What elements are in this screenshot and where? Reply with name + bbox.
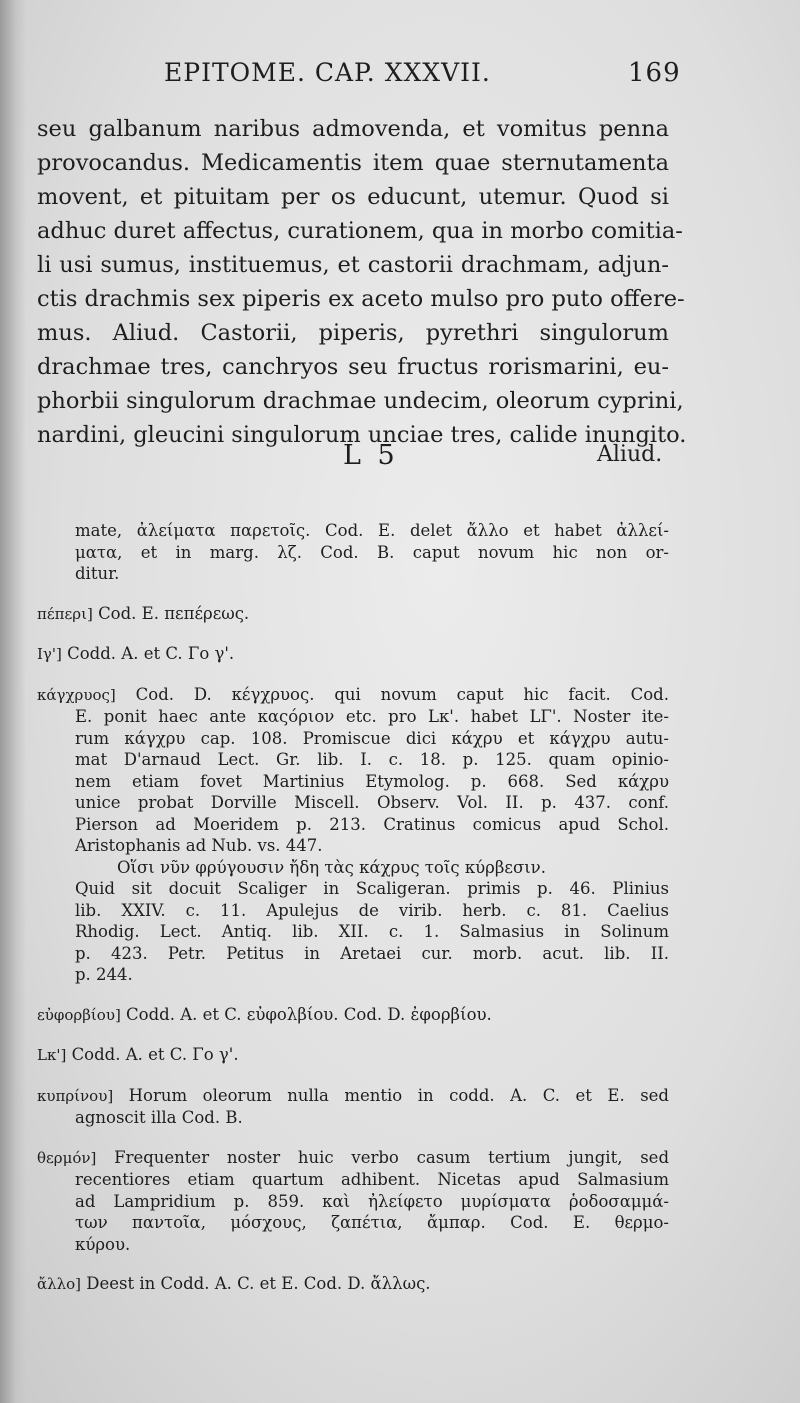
note-lemma: Iγ'] bbox=[37, 645, 62, 663]
note-line: E. ponit haec ante καςόριον etc. pro Lκ'. habet LΓ'. Noster ite- bbox=[75, 707, 669, 726]
note-line: Pierson ad Moeridem p. 213. Cratinus comicus apud Schol. bbox=[75, 814, 669, 834]
note-line: Quid sit docuit Scaliger in Scaligeran. primis p. 46. Plinius bbox=[75, 879, 669, 898]
note-line: mat D'arnaud Lect. Gr. lib. I. c. 18. p. 125. quam opinio- bbox=[75, 750, 669, 769]
note-continuation bbox=[37, 520, 669, 585]
running-title: EPITOME. CAP. XXXVII. bbox=[164, 58, 491, 87]
note-lemma: εὐφορβίου] bbox=[37, 1005, 121, 1024]
catchword: Aliud. bbox=[597, 442, 663, 467]
note-line: mate, ἀλείματα παρετοῖς. Cod. E. delet ἄλλο et habet ἀλλεί- bbox=[75, 521, 669, 540]
note-lemma: πέπερι] bbox=[37, 604, 93, 623]
note-kagchryos bbox=[37, 684, 669, 986]
note-line: Cod. D. κέγχρυος. qui novum caput hic facit. Cod. bbox=[135, 684, 669, 704]
body-line: seu galbanum naribus admovenda, et vomitus penna bbox=[37, 116, 669, 142]
body-line: li usi sumus, instituemus, et castorii drachmam, adjun- bbox=[37, 252, 669, 278]
note-lemma: Lκ'] bbox=[37, 1046, 67, 1064]
note-line: unice probat Dorville Miscell. Observ. Vol. II. p. 437. conf. bbox=[75, 793, 669, 812]
note-ig bbox=[37, 643, 669, 666]
note-line: recentiores etiam quartum adhibent. Nicetas apud Salmasium bbox=[75, 1170, 669, 1189]
note-euphorbiou bbox=[37, 1004, 669, 1027]
note-line: p. 244. bbox=[75, 965, 133, 984]
note-line: p. 423. Petr. Petitus in Aretaei cur. morb. acut. lib. II. bbox=[75, 943, 669, 963]
body-line: nardini, gleucini singulorum unciae tres, calide inungito. bbox=[37, 422, 687, 448]
note-lk bbox=[37, 1044, 669, 1067]
note-lemma: ἄλλο] bbox=[37, 1275, 82, 1293]
note-line: agnoscit illa Cod. B. bbox=[75, 1108, 243, 1127]
body-line: phorbii singulorum drachmae undecim, oleorum cyprini, bbox=[37, 388, 684, 414]
note-line: Frequenter noster huic verbo casum tertium jungit, sed bbox=[114, 1147, 670, 1167]
note-line: Deest in Codd. A. C. et E. Cod. D. ἄλλως. bbox=[86, 1274, 431, 1293]
page-gutter-shadow bbox=[0, 0, 26, 1403]
note-line: κύρου. bbox=[75, 1234, 131, 1254]
body-line: provocandus. Medicamentis item quae sternutamenta bbox=[37, 150, 669, 176]
body-line: ctis drachmis sex piperis ex aceto mulso pro puto offere- bbox=[37, 286, 685, 312]
note-peperi bbox=[37, 603, 669, 626]
body-line: movent, et pituitam per os educunt, utemur. Quod si bbox=[37, 184, 669, 210]
page-number: 169 bbox=[628, 58, 681, 88]
note-line: lib. XXIV. c. 11. Apulejus de virib. herb. c. 81. Caelius bbox=[75, 900, 669, 920]
note-line: Horum oleorum nulla mentio in codd. A. C. et E. sed bbox=[128, 1085, 669, 1105]
main-text bbox=[37, 112, 687, 452]
note-line: Codd. A. et C. Γο γ'. bbox=[71, 1045, 239, 1064]
note-line: Aristophanis ad Nub. vs. 447. bbox=[75, 836, 323, 855]
body-line: mus. Aliud. Castorii, piperis, pyrethri singulorum bbox=[37, 320, 669, 346]
note-lemma: κάγχρυος] bbox=[37, 685, 116, 704]
note-line: rum κάγχρυ cap. 108. Promiscue dici κάχρυ et κάγχρυ autu- bbox=[75, 728, 669, 748]
note-line: ditur. bbox=[75, 564, 120, 583]
body-line: drachmae tres, canchryos seu fructus rorismarini, eu- bbox=[37, 354, 669, 380]
note-line: Οἵσι νῦν φρύγουσιν ἤδη τὰς κάχρυς τοῖς κύρβεσιν. bbox=[117, 857, 546, 877]
note-line: των παντοῖα, μόσχους, ζαπέτια, ἄμπαρ. Cod. E. θερμο- bbox=[75, 1213, 669, 1232]
note-line: Codd. A. et C. Γο γ'. bbox=[67, 644, 235, 663]
note-line: Cod. E. πεπέρεως. bbox=[98, 603, 250, 623]
note-line: ματα, et in marg. λζ. Cod. B. caput novum hic non or- bbox=[75, 542, 669, 562]
footnotes bbox=[37, 520, 669, 1296]
note-line: nem etiam fovet Martinius Etymolog. p. 668. Sed κάχρυ bbox=[75, 771, 669, 791]
note-allo bbox=[37, 1273, 669, 1296]
note-kyprinou bbox=[37, 1085, 669, 1129]
note-lemma: κυπρίνου] bbox=[37, 1086, 114, 1105]
note-lemma: θερμόν] bbox=[37, 1148, 97, 1167]
body-line: adhuc duret affectus, curationem, qua in morbo comitia- bbox=[37, 218, 683, 244]
note-thermon bbox=[37, 1147, 669, 1256]
note-line: Rhodig. Lect. Antiq. lib. XII. c. 1. Salmasius in Solinum bbox=[75, 922, 669, 941]
note-line: ad Lampridium p. 859. καὶ ἠλείφετο μυρίσματα ῥοδοσαμμά- bbox=[75, 1191, 669, 1211]
note-line: Codd. A. et C. εὐφολβίου. Cod. D. ἐφορβίου. bbox=[126, 1004, 492, 1024]
signature-mark: L 5 bbox=[343, 440, 399, 471]
